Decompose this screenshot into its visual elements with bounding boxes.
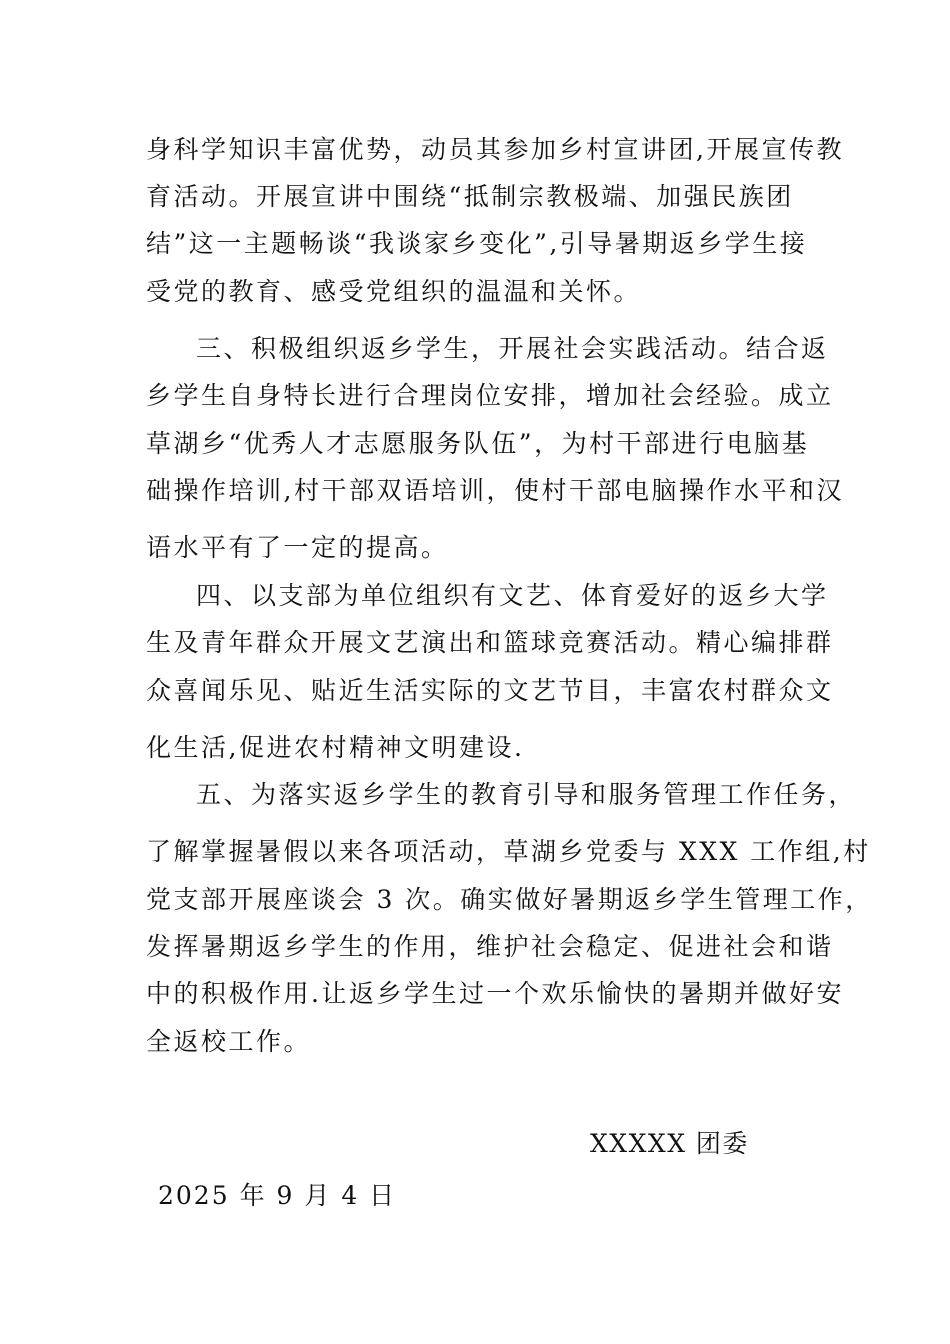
text-line: 身科学知识丰富优势，动员其参加乡村宣讲团,开展宣传教 [146, 135, 844, 164]
text-line: 乡学生自身特长进行合理岗位安排，增加社会经验。成立 [146, 381, 834, 410]
text-line: 众喜闻乐见、贴近生活实际的文艺节目，丰富农村群众文 [146, 676, 834, 705]
text-line: 三、积极组织返乡学生，开展社会实践活动。结合返 [196, 334, 829, 363]
text-line: 了解掌握暑假以来各项活动，草湖乡党委与 XXX 工作组,村 [146, 837, 871, 866]
text-line: 全返校工作。 [146, 1027, 312, 1056]
text-line: 发挥暑期返乡学生的作用，维护社会稳定、促进社会和谐 [146, 932, 834, 961]
text-line: 五、为落实返乡学生的教育引导和服务管理工作任务， [196, 780, 857, 809]
text-line: 结”这一主题畅谈“我谈家乡变化”,引导暑期返乡学生接 [146, 229, 808, 258]
text-line: 化生活,促进农村精神文明建设. [146, 733, 525, 762]
text-line: 四、以支部为单位组织有文艺、体育爱好的返乡大学 [196, 581, 829, 610]
text-line: 生及青年群众开展文艺演出和篮球竞赛活动。精心编排群 [146, 628, 834, 657]
signature: XXXXX 团委 [590, 1129, 749, 1158]
text-line: 受党的教育、感受党组织的温温和关怀。 [146, 277, 642, 306]
text-line: 语水平有了一定的提高。 [146, 533, 449, 562]
text-line: 草湖乡“优秀人才志愿服务队伍”，为村干部进行电脑基 [146, 429, 810, 458]
text-line: 础操作培训,村干部双语培训，使村干部电脑操作水平和汉 [146, 476, 844, 505]
text-line: 中的积极作用.让返乡学生过一个欢乐愉快的暑期并做好安 [146, 979, 844, 1008]
text-line: 育活动。开展宣讲中围绕“抵制宗教极端、加强民族团 [146, 182, 794, 211]
text-line: 党支部开展座谈会 3 次。确实做好暑期返乡学生管理工作， [146, 885, 873, 914]
date: 2025 年 9 月 4 日 [158, 1181, 397, 1210]
